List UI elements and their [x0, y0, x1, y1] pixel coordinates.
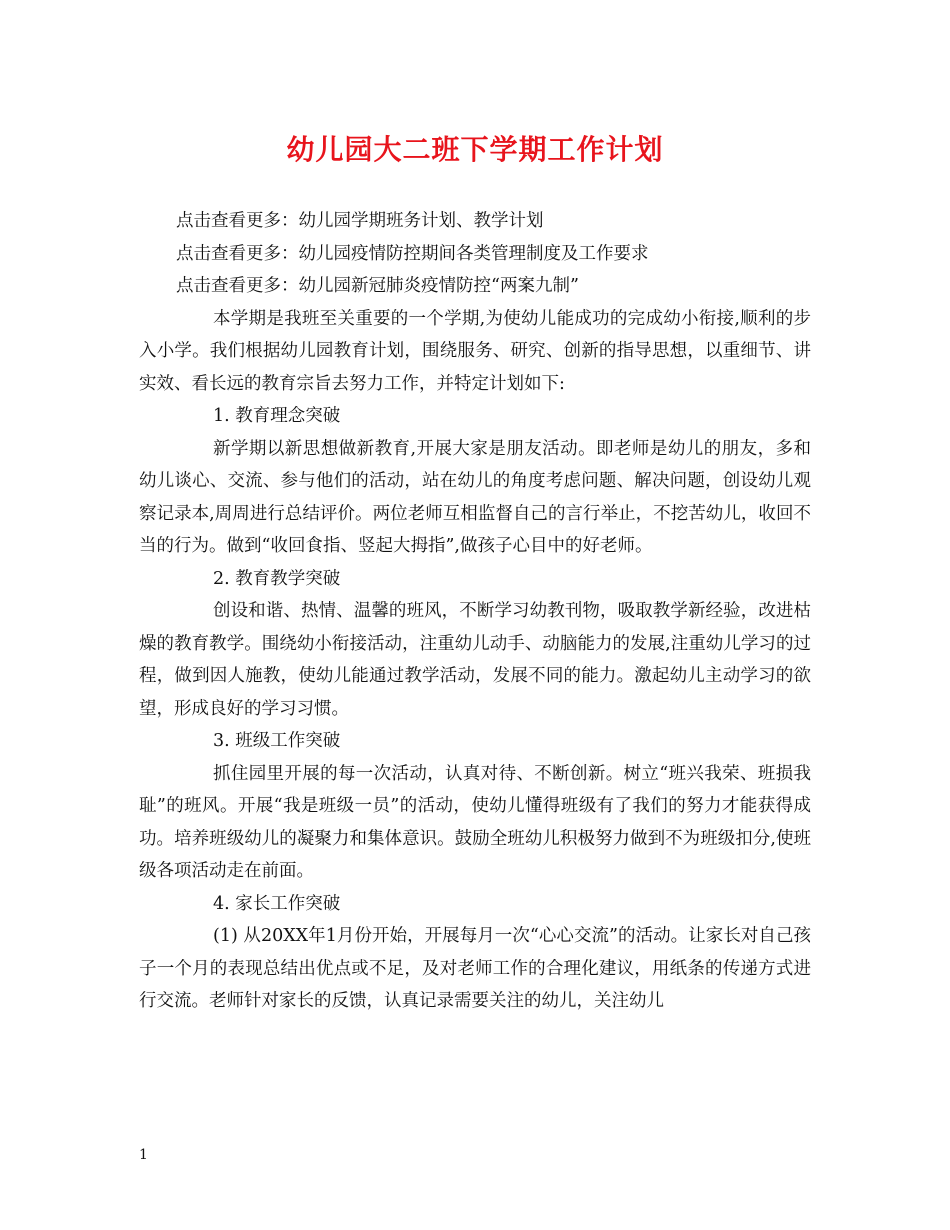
section-body-education-concept: 新学期以新思想做新教育,开展大家是朋友活动。即老师是幼儿的朋友，多和幼儿谈心、交流、参与他们的活动，站在幼儿的角度考虑问题、解决问题，创设幼儿观察记录本,周周进行总结评价。两位老师互相监督自己的言行举止，不挖苦幼儿，收回不当的行为。做到“收回食指、竖起大拇指”,做孩子心目中的好老师。: [139, 438, 811, 556]
section-heading-class-work: 3. 班级工作突破: [213, 731, 341, 751]
link-more-epidemic-rules[interactable]: 点击查看更多：幼儿园疫情防控期间各类管理制度及工作要求: [176, 243, 649, 264]
link-more-semester-plan[interactable]: 点击查看更多：幼儿园学期班务计划、教学计划: [176, 211, 544, 231]
intro-paragraph: 本学期是我班至关重要的一个学期,为使幼儿能成功的完成幼小衔接,顺利的步入小学。我们根据幼儿园教育计划，围绕服务、研究、创新的指导思想，以重细节、讲实效、看长远的教育宗旨去努力工作，并特定计划如下:: [139, 308, 811, 394]
document-body: [139, 205, 811, 1018]
section-body-class-work: 抓住园里开展的每一次活动，认真对待、不断创新。树立“班兴我荣、班损我耻”的班风。开展“我是班级一员”的活动，使幼儿懂得班级有了我们的努力才能获得成功。培养班级幼儿的凝聚力和集体意识。鼓励全班幼儿积极努力做到不为班级扣分,使班级各项活动走在前面。: [139, 763, 811, 881]
page-number: 1: [139, 1147, 148, 1163]
section-body-teaching: 创设和谐、热情、温馨的班风，不断学习幼教刊物，吸取教学新经验，改进枯燥的教育教学。围绕幼小衔接活动，注重幼儿动手、动脑能力的发展,注重幼儿学习的过程，做到因人施教，使幼儿能通过教学活动，发展不同的能力。激起幼儿主动学习的欲望，形成良好的学习习惯。: [139, 601, 811, 719]
section-heading-teaching: 2. 教育教学突破: [213, 568, 341, 589]
page-title: 幼儿园大二班下学期工作计划: [286, 133, 664, 166]
section-body-parent-work: (1) 从20XX年1月份开始，开展每月一次“心心交流”的活动。让家长对自己孩子一个月的表现总结出优点或不足，及对老师工作的合理化建议，用纸条的传递方式进行交流。老师针对家长的反馈，认真记录需要关注的幼儿，关注幼儿: [139, 926, 811, 1011]
section-heading-education-concept: 1. 教育理念突破: [213, 406, 341, 426]
link-more-two-plans-nine-systems[interactable]: 点击查看更多：幼儿园新冠肺炎疫情防控“两案九制”: [176, 276, 579, 296]
section-heading-parent-work: 4. 家长工作突破: [213, 893, 341, 914]
